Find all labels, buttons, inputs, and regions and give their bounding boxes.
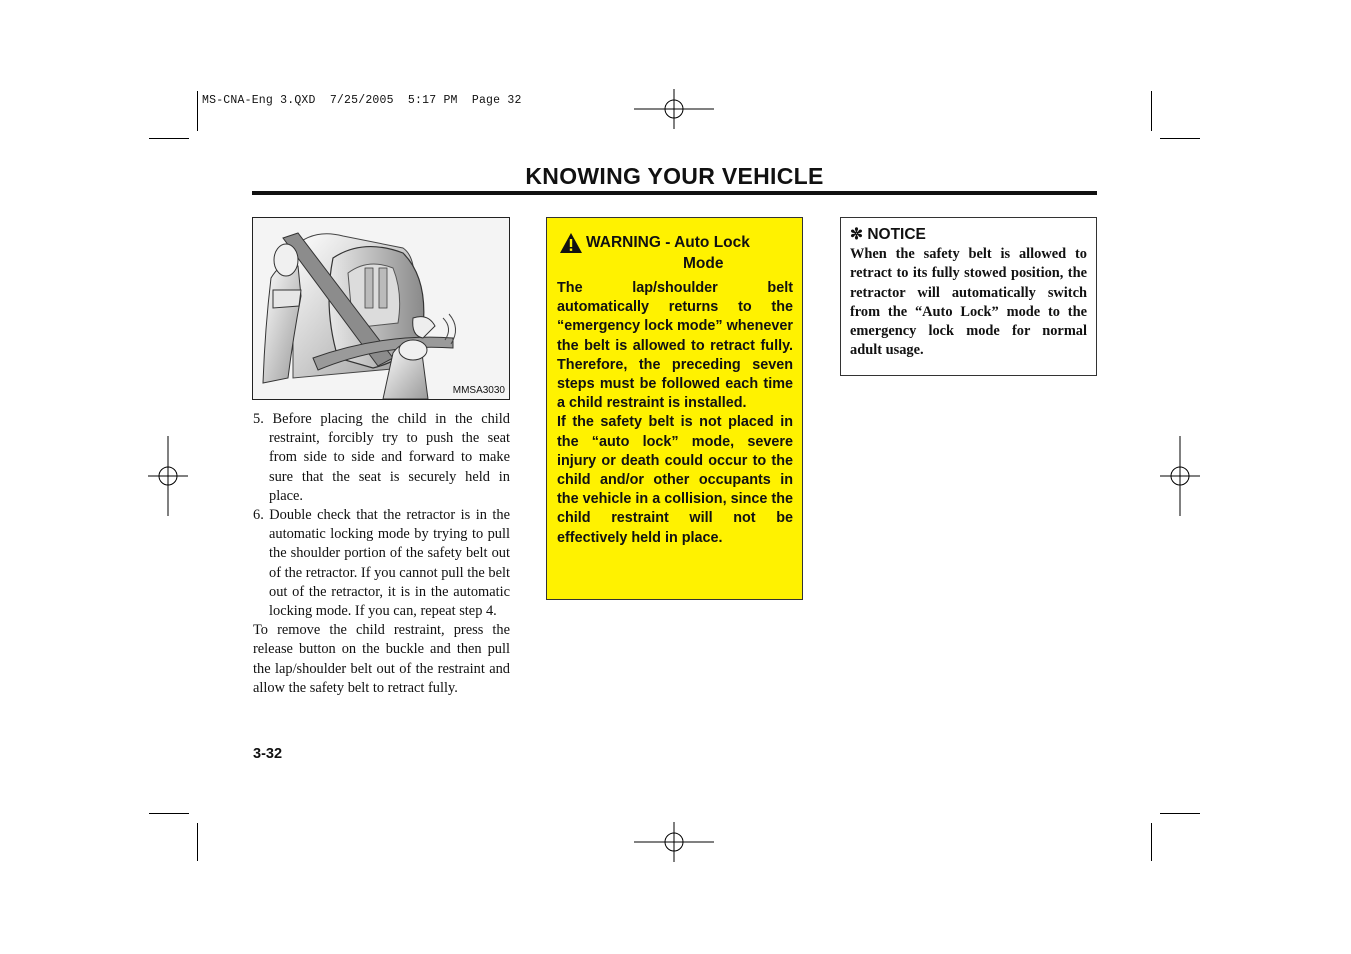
child-seat-illustration (252, 217, 510, 400)
warning-box (546, 217, 803, 600)
warning-paragraph-1: The lap/shoulder belt automatically returns to the “emergency lock mode” whenever the belt is allowed to retract fully. Therefore, the preceding seven steps must be followed each time a child restraint is installed. (557, 280, 793, 412)
notice-title-text: NOTICE (867, 226, 926, 243)
step-5: 5. Before placing the child in the child restraint, forcibly try to push the seat from side to side and forward to make sure that the seat is securely held in place. (253, 411, 510, 504)
warning-title-line2: Mode (683, 255, 724, 272)
instructions-column (253, 410, 510, 698)
page-number: 3-32 (253, 746, 283, 762)
step-6: 6. Double check that the retractor is in the automatic locking mode by trying to pull the shoulder portion of the safety belt out of the retractor. If you cannot pull the belt out of the retractor, it is in the automatic locking mode. If you can, repeat step 4. (253, 507, 510, 620)
registration-mark-bottom (634, 822, 714, 862)
notice-box (840, 217, 1097, 376)
notice-title (850, 225, 926, 244)
print-slug: MS-CNA-Eng 3.QXD 7/25/2005 5:17 PM Page 32 (202, 94, 522, 107)
registration-mark-right (1160, 436, 1200, 516)
header-rule (252, 191, 1097, 195)
registration-mark-left (148, 436, 188, 516)
section-title: KNOWING YOUR VEHICLE (525, 163, 824, 189)
remove-restraint-paragraph: To remove the child restraint, press the release button on the buckle and then pull the lap/shoulder belt out of the restraint and allow the safety belt to retract fully. (253, 622, 510, 696)
notice-body: When the safety belt is allowed to retract to its fully stowed position, the retractor will automatically switch from the “Auto Lock” mode to the emergency lock mode for normal adult usage. (850, 246, 1087, 359)
figure-caption: MMSA3030 (452, 385, 505, 396)
warning-triangle-icon (559, 232, 583, 254)
child-seat-drawing (253, 218, 509, 399)
warning-title-line1: WARNING - Auto Lock (586, 234, 750, 251)
warning-body (557, 279, 793, 548)
notice-asterisk-icon: ✼ (850, 226, 863, 243)
registration-mark-top (634, 89, 714, 129)
warning-paragraph-2: If the safety belt is not placed in the “auto lock” mode, severe injury or death could occur to the child and/or other occupants in the vehicle in a collision, since the child restraint will not be effectively held in place. (557, 414, 793, 546)
